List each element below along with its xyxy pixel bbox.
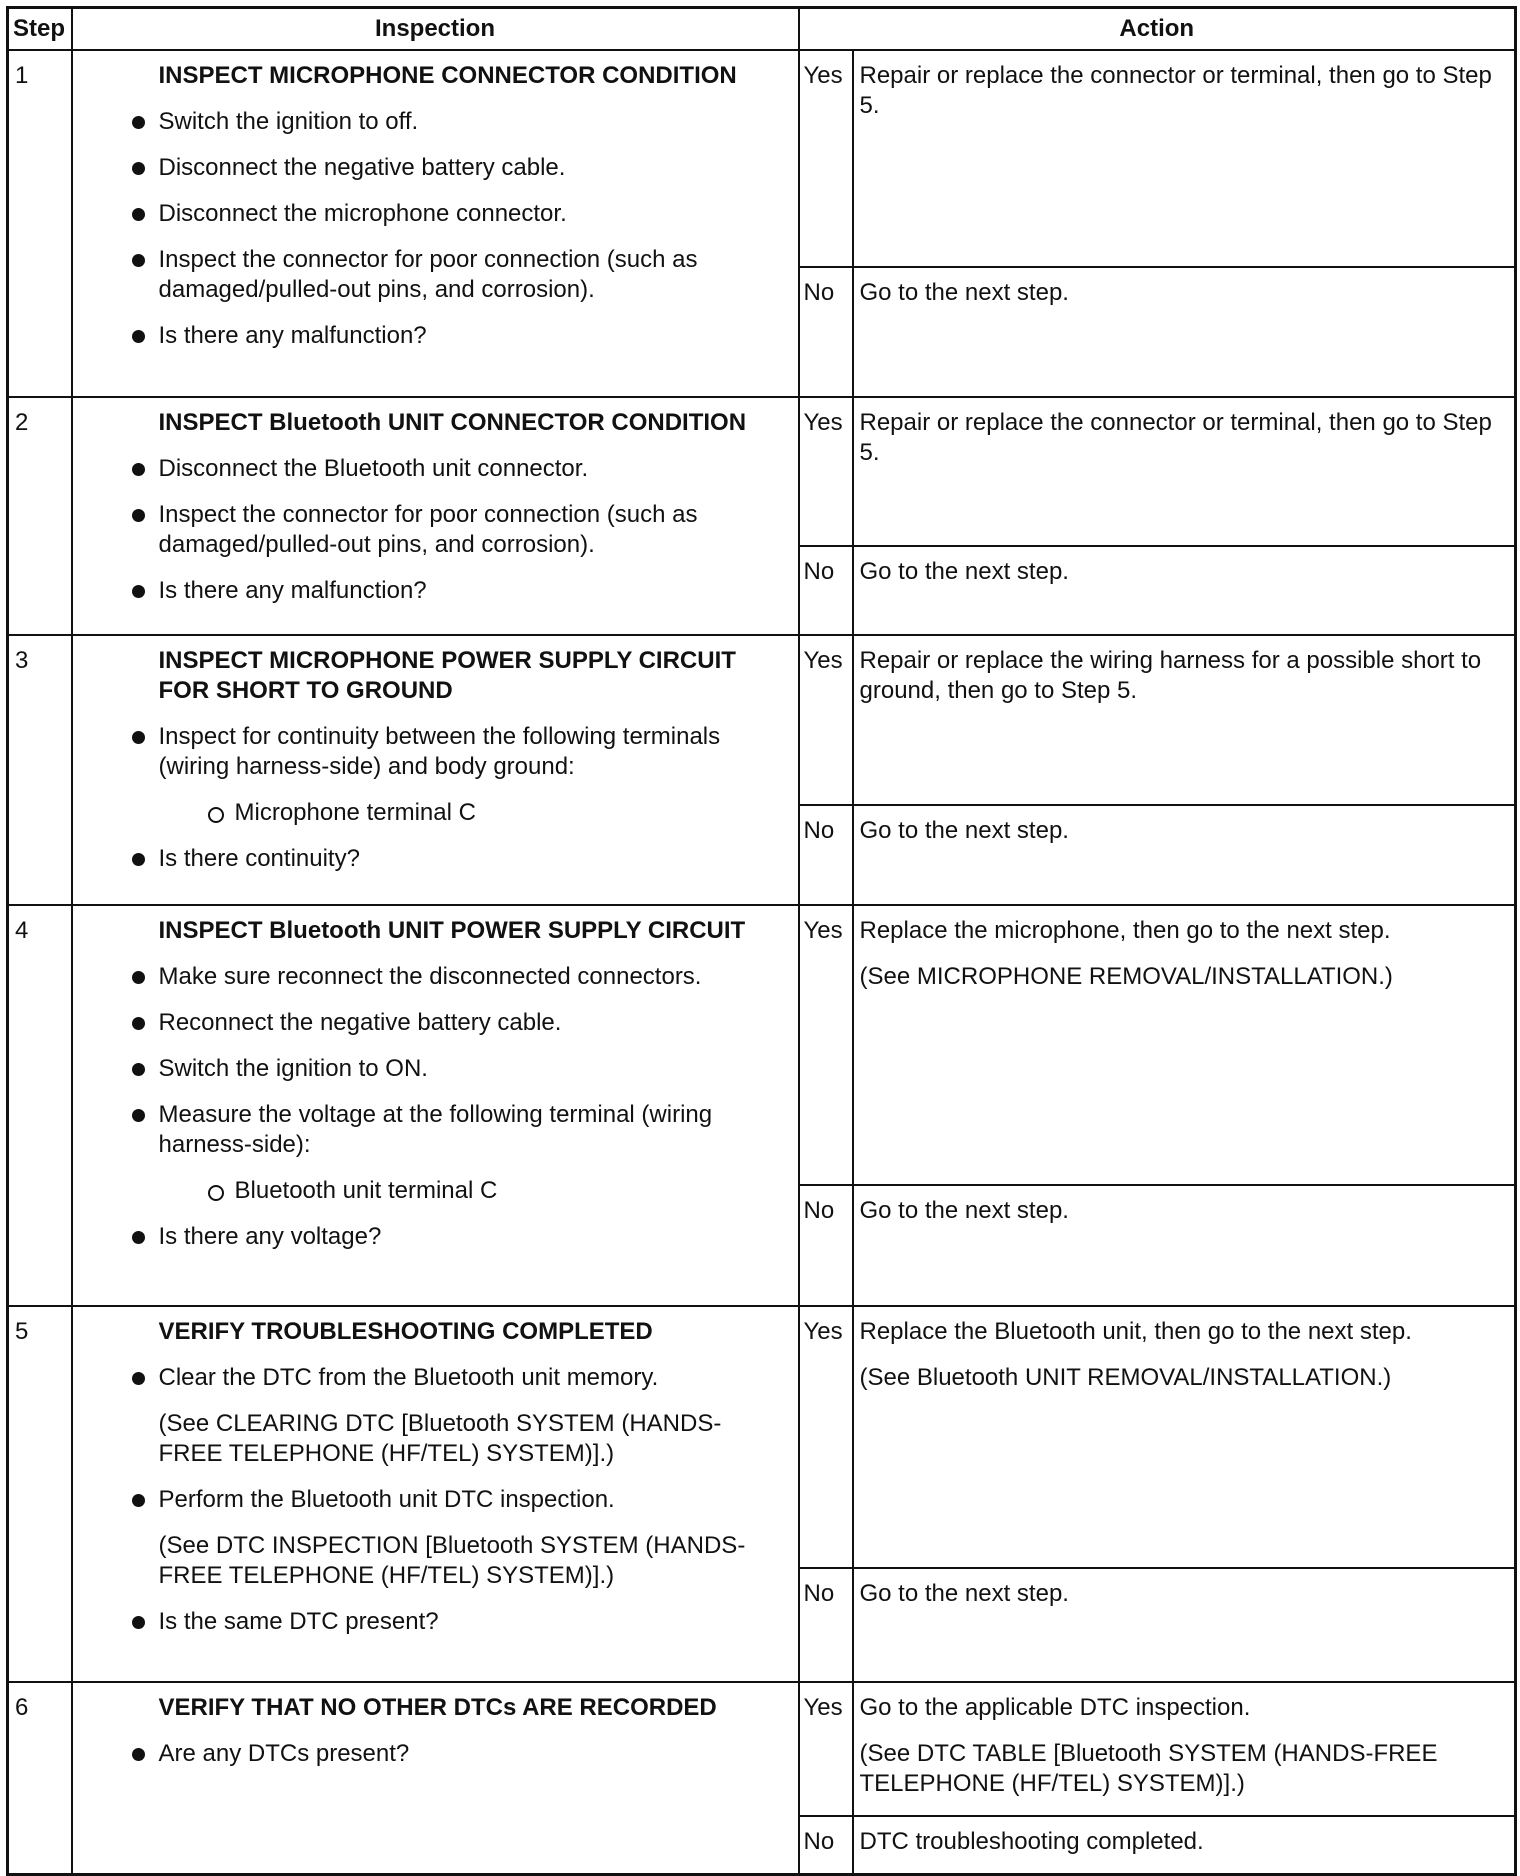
bullet-item: Perform the Bluetooth unit DTC inspection. xyxy=(73,1485,772,1515)
action-text: Go to the next step. xyxy=(859,816,1069,844)
inspection-cell xyxy=(72,50,799,397)
bullet-item: Make sure reconnect the disconnected connectors. xyxy=(73,962,772,992)
no-label: No xyxy=(799,1568,853,1682)
step-title: INSPECT Bluetooth UNIT CONNECTOR CONDITION xyxy=(158,408,747,436)
inspection-cell xyxy=(72,1682,799,1875)
no-label: No xyxy=(799,1816,853,1875)
step-3-yes-row xyxy=(8,635,1516,805)
step-title: INSPECT MICROPHONE CONNECTOR CONDITION xyxy=(158,61,737,89)
step-title: VERIFY TROUBLESHOOTING COMPLETED xyxy=(158,1317,653,1345)
yes-action xyxy=(853,50,1516,267)
yes-label: Yes xyxy=(799,397,853,546)
bullet-item: Measure the voltage at the following terminal (wiring harness-side): xyxy=(73,1100,772,1160)
action-reference: (See Bluetooth UNIT REMOVAL/INSTALLATION.) xyxy=(859,1363,1392,1391)
inspection-cell xyxy=(72,1306,799,1682)
bullet-item: Is there any voltage? xyxy=(73,1222,772,1252)
step-number: 1 xyxy=(8,50,72,397)
no-action xyxy=(853,805,1516,905)
step-title: INSPECT MICROPHONE POWER SUPPLY CIRCUIT FOR SHORT TO GROUND xyxy=(158,646,736,704)
step-number: 4 xyxy=(8,905,72,1306)
step-2-yes-row xyxy=(8,397,1516,546)
bullet-item: Switch the ignition to ON. xyxy=(73,1054,772,1084)
bullet-item: Is there any malfunction? xyxy=(73,576,772,606)
bullet-item: Reconnect the negative battery cable. xyxy=(73,1008,772,1038)
yes-label: Yes xyxy=(799,50,853,267)
sub-item: Bluetooth unit terminal C xyxy=(73,1176,772,1206)
yes-action xyxy=(853,905,1516,1185)
inspection-cell xyxy=(72,397,799,635)
yes-action xyxy=(853,397,1516,546)
inspection-cell xyxy=(72,905,799,1306)
no-action xyxy=(853,1185,1516,1306)
action-text: Go to the applicable DTC inspection. xyxy=(859,1693,1251,1721)
action-reference: (See DTC TABLE [Bluetooth SYSTEM (HANDS-FREE TELEPHONE (HF/TEL) SYSTEM)].) xyxy=(859,1739,1438,1797)
bullet-item: Inspect the connector for poor connection (such as damaged/pulled-out pins, and corrosion). xyxy=(73,245,772,305)
header-action: Action xyxy=(799,8,1516,50)
action-text: Replace the Bluetooth unit, then go to the next step. xyxy=(859,1317,1412,1345)
yes-label: Yes xyxy=(799,1306,853,1568)
bullet-item: Is there continuity? xyxy=(73,844,772,874)
yes-label: Yes xyxy=(799,635,853,805)
action-text: DTC troubleshooting completed. xyxy=(859,1827,1204,1855)
inspection-cell xyxy=(72,635,799,905)
reference-note: (See DTC INSPECTION [Bluetooth SYSTEM (HANDS-FREE TELEPHONE (HF/TEL) SYSTEM)].) xyxy=(158,1531,746,1589)
header-inspection: Inspection xyxy=(72,8,799,50)
yes-action xyxy=(853,1306,1516,1568)
step-number: 3 xyxy=(8,635,72,905)
sub-item: Microphone terminal C xyxy=(73,798,772,828)
action-text: Repair or replace the wiring harness for a possible short to ground, then go to Step 5. xyxy=(859,646,1482,704)
action-text: Go to the next step. xyxy=(859,1579,1069,1607)
no-label: No xyxy=(799,1185,853,1306)
troubleshooting-table xyxy=(6,6,1517,1876)
bullet-item: Is the same DTC present? xyxy=(73,1607,772,1637)
reference-note: (See CLEARING DTC [Bluetooth SYSTEM (HANDS-FREE TELEPHONE (HF/TEL) SYSTEM)].) xyxy=(158,1409,722,1467)
bullet-item: Are any DTCs present? xyxy=(73,1739,772,1769)
action-text: Repair or replace the connector or terminal, then go to Step 5. xyxy=(859,61,1492,119)
step-5-yes-row xyxy=(8,1306,1516,1568)
bullet-item: Disconnect the Bluetooth unit connector. xyxy=(73,454,772,484)
yes-action xyxy=(853,1682,1516,1816)
no-action xyxy=(853,267,1516,397)
action-text: Go to the next step. xyxy=(859,1196,1069,1224)
step-number: 5 xyxy=(8,1306,72,1682)
step-number: 2 xyxy=(8,397,72,635)
action-text: Repair or replace the connector or terminal, then go to Step 5. xyxy=(859,408,1492,466)
action-text: Go to the next step. xyxy=(859,278,1069,306)
bullet-item: Disconnect the microphone connector. xyxy=(73,199,772,229)
step-title: VERIFY THAT NO OTHER DTCs ARE RECORDED xyxy=(158,1693,717,1721)
bullet-item: Inspect for continuity between the following terminals (wiring harness-side) and body ground: xyxy=(73,722,772,782)
bullet-item: Switch the ignition to off. xyxy=(73,107,772,137)
step-4-yes-row xyxy=(8,905,1516,1185)
no-action xyxy=(853,546,1516,635)
step-1-yes-row xyxy=(8,50,1516,267)
bullet-item: Is there any malfunction? xyxy=(73,321,772,351)
header-row xyxy=(8,8,1516,50)
bullet-item: Inspect the connector for poor connection (such as damaged/pulled-out pins, and corrosion). xyxy=(73,500,772,560)
action-reference: (See MICROPHONE REMOVAL/INSTALLATION.) xyxy=(859,962,1393,990)
step-number: 6 xyxy=(8,1682,72,1875)
no-action xyxy=(853,1568,1516,1682)
yes-action xyxy=(853,635,1516,805)
no-label: No xyxy=(799,546,853,635)
step-title: INSPECT Bluetooth UNIT POWER SUPPLY CIRCUIT xyxy=(158,916,746,944)
bullet-item: Disconnect the negative battery cable. xyxy=(73,153,772,183)
yes-label: Yes xyxy=(799,905,853,1185)
header-step: Step xyxy=(8,8,72,50)
action-text: Go to the next step. xyxy=(859,557,1069,585)
action-text: Replace the microphone, then go to the next step. xyxy=(859,916,1391,944)
no-label: No xyxy=(799,805,853,905)
bullet-item: Clear the DTC from the Bluetooth unit memory. xyxy=(73,1363,772,1393)
yes-label: Yes xyxy=(799,1682,853,1816)
no-label: No xyxy=(799,267,853,397)
step-6-yes-row xyxy=(8,1682,1516,1816)
no-action xyxy=(853,1816,1516,1875)
